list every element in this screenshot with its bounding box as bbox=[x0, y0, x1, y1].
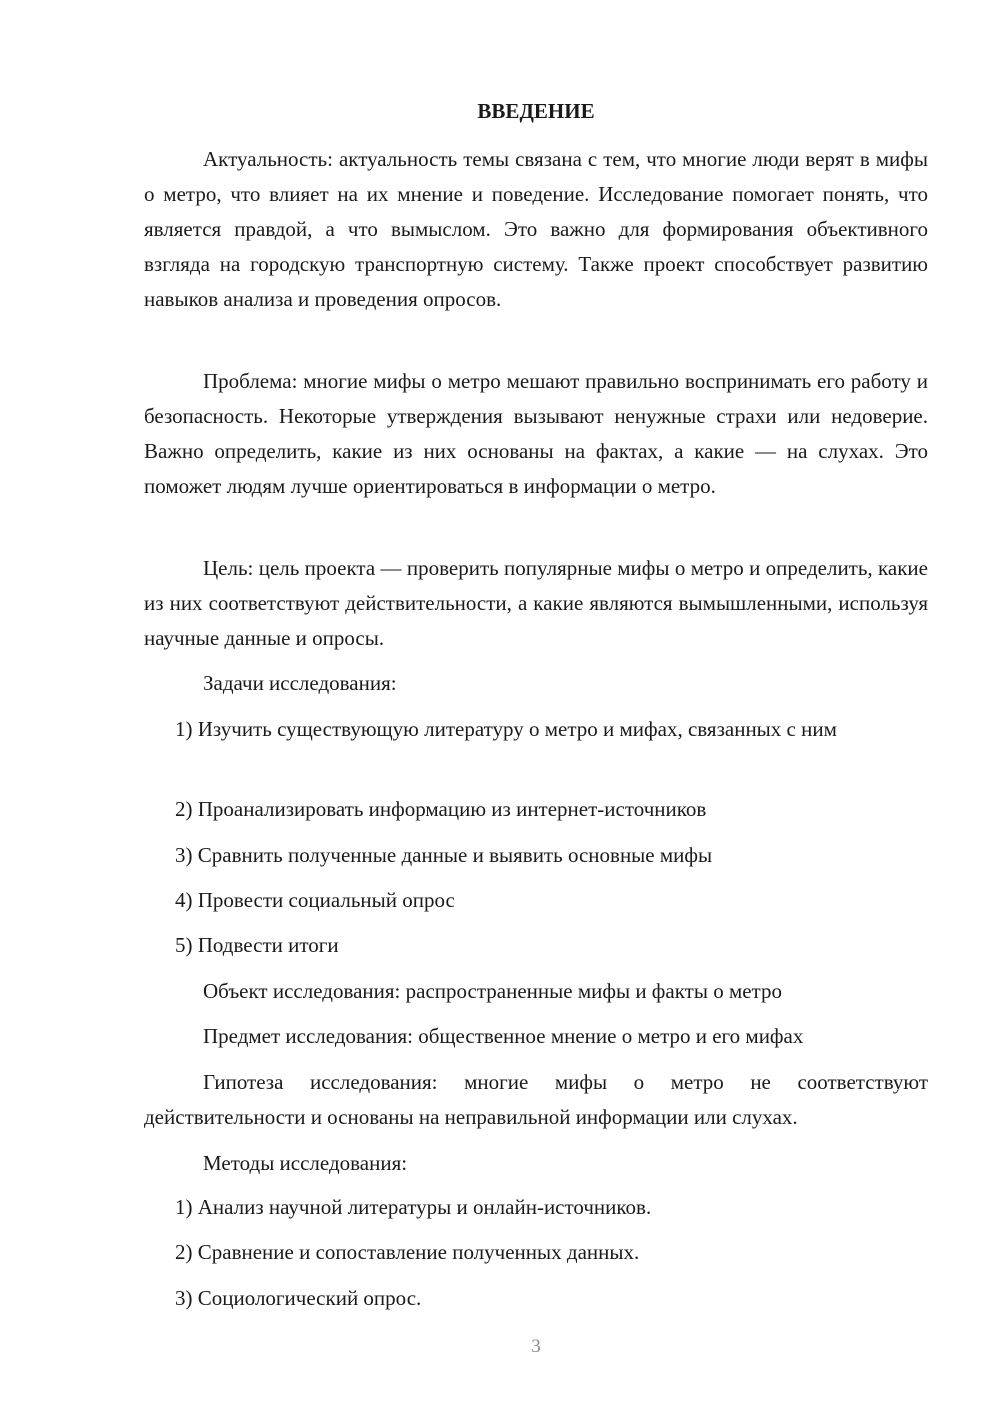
hypothesis-paragraph: Гипотеза исследования: многие мифы о метро не соответствуют действительности и основаны на неправильной информации или слухах. bbox=[144, 1070, 928, 1129]
task-item: 2) Проанализировать информацию из интернет-источников bbox=[175, 797, 707, 821]
task-item: 1) Изучить существующую литературу о метро и мифах, связанных с ним bbox=[175, 717, 837, 741]
method-item: 3) Социологический опрос. bbox=[175, 1286, 422, 1310]
goal-paragraph: Цель: цель проекта — проверить популярные мифы о метро и определить, какие из них соответствуют действительности, а какие являются вымышленными, используя научные данные и опросы. bbox=[144, 556, 928, 650]
method-item: 2) Сравнение и сопоставление полученных данных. bbox=[175, 1240, 640, 1264]
task-item: 5) Подвести итоги bbox=[175, 933, 339, 957]
research-subject: Предмет исследования: общественное мнение о метро и его мифах bbox=[203, 1024, 804, 1048]
task-item: 4) Провести социальный опрос bbox=[175, 888, 455, 912]
task-item: 3) Сравнить полученные данные и выявить основные мифы bbox=[175, 843, 713, 867]
problem-paragraph: Проблема: многие мифы о метро мешают правильно воспринимать его работу и безопасность. Некоторые утверждения вызывают ненужные страхи или недоверие. Важно определить, какие из них основаны на фактах, а какие — на слухах. Это поможет людям лучше ориентироваться в информации о метро. bbox=[144, 369, 928, 498]
method-item: 1) Анализ научной литературы и онлайн-источников. bbox=[175, 1195, 652, 1219]
section-title: ВВЕДЕНИЕ bbox=[477, 99, 595, 123]
research-object: Объект исследования: распространенные мифы и факты о метро bbox=[203, 979, 782, 1003]
page-number: 3 bbox=[531, 1336, 541, 1357]
methods-heading: Методы исследования: bbox=[203, 1151, 408, 1175]
relevance-paragraph: Актуальность: актуальность темы связана с тем, что многие люди верят в мифы о метро, что влияет на их мнение и поведение. Исследование помогает понять, что является правдой, а что вымыслом. Это важно для формирования объективного взгляда на городскую транспортную систему. Также проект способствует развитию навыков анализа и проведения опросов. bbox=[144, 147, 928, 311]
tasks-heading: Задачи исследования: bbox=[203, 671, 397, 695]
